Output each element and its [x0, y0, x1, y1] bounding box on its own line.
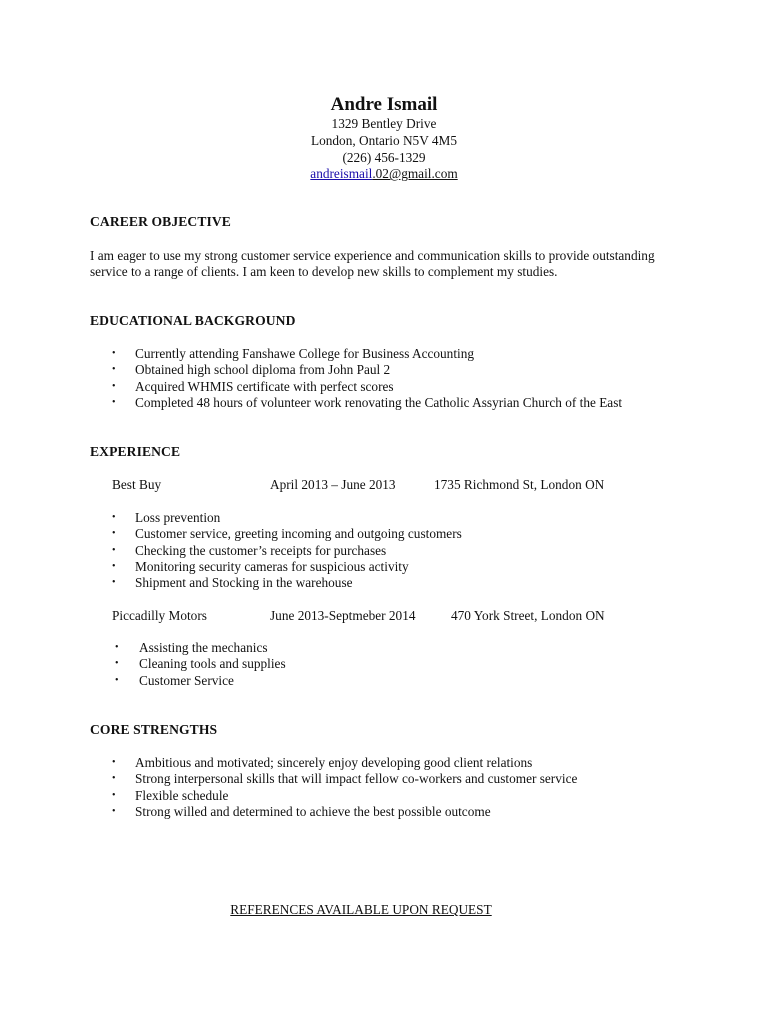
list-item-text: Completed 48 hours of volunteer work renovating the Catholic Assyrian Church of the East	[135, 394, 623, 410]
list-item-text: Ambitious and motivated; sincerely enjoy developing good client relations	[135, 755, 533, 770]
bullet-icon: •	[115, 642, 119, 653]
career-objective-heading: CAREER OBJECTIVE	[90, 214, 231, 229]
bullet-icon: •	[115, 674, 119, 686]
bullet-icon: •	[112, 805, 116, 817]
list-item	[90, 510, 462, 526]
list-item	[90, 656, 286, 672]
bullet-icon: •	[112, 528, 116, 540]
list-item	[90, 673, 286, 689]
job-location: 470 York Street, London ON	[451, 608, 605, 623]
list-item-text: Cleaning tools and supplies	[139, 656, 286, 672]
list-item-text: Currently attending Fanshawe College for Business Accounting	[135, 346, 475, 361]
list-item	[90, 543, 462, 559]
list-item	[90, 755, 577, 771]
list-item	[90, 804, 577, 820]
list-item-text: Assisting the mechanics	[139, 640, 268, 655]
list-item	[90, 575, 462, 591]
references-note: REFERENCES AVAILABLE UPON REQUEST	[230, 902, 492, 917]
list-item-text: Strong interpersonal skills that will impact fellow co-workers and customer service	[135, 771, 578, 787]
list-item-text: Customer Service	[139, 672, 234, 688]
job-location: 1735 Richmond St, London ON	[434, 477, 605, 492]
job-dates: April 2013 – June 2013	[270, 477, 396, 492]
list-item	[90, 346, 622, 362]
list-item-text: Flexible schedule	[135, 787, 229, 803]
job-employer: Piccadilly Motors	[112, 608, 207, 623]
best-buy-duties-list	[90, 510, 462, 591]
bullet-icon: •	[115, 658, 119, 670]
email-address[interactable]	[0, 166, 768, 183]
address-line-1: 1329 Bentley Drive	[331, 116, 437, 131]
list-item-text: Shipment and Stocking in the warehouse	[135, 575, 353, 591]
list-item-text: Checking the customer’s receipts for purchases	[135, 542, 387, 558]
education-heading: EDUCATIONAL BACKGROUND	[90, 313, 296, 328]
list-item	[90, 379, 622, 395]
email-rest-part[interactable]: .02@gmail.com	[372, 166, 458, 182]
list-item	[90, 771, 577, 787]
career-objective-line: I am eager to use my strong customer service experience and communication skills to provide outstanding	[90, 248, 655, 263]
list-item-text: Acquired WHMIS certificate with perfect scores	[135, 378, 394, 394]
bullet-icon: •	[112, 380, 116, 392]
bullet-icon: •	[112, 396, 116, 408]
phone-number: (226) 456-1329	[342, 149, 426, 165]
bullet-icon: •	[112, 560, 116, 572]
list-item	[90, 559, 462, 575]
bullet-icon: •	[112, 512, 116, 523]
piccadilly-duties-list	[90, 640, 286, 689]
bullet-icon: •	[112, 364, 116, 376]
address-line-2: London, Ontario N5V 4M5	[310, 132, 457, 148]
core-strengths-heading: CORE STRENGTHS	[90, 722, 218, 737]
job-employer: Best Buy	[112, 477, 162, 492]
bullet-icon: •	[112, 348, 116, 359]
list-item-text: Customer service, greeting incoming and outgoing customers	[135, 526, 462, 542]
career-objective-text	[90, 248, 690, 281]
education-list	[90, 346, 622, 411]
candidate-name: Andre Ismail	[330, 94, 438, 115]
job-dates: June 2013-Septmeber 2014	[270, 608, 416, 623]
email-link-part[interactable]: andreismail	[310, 166, 373, 182]
bullet-icon: •	[112, 577, 116, 589]
list-item-text: Obtained high school diploma from John Paul 2	[135, 362, 391, 378]
bullet-icon: •	[112, 773, 116, 785]
experience-heading: EXPERIENCE	[90, 444, 181, 459]
list-item-text: Strong willed and determined to achieve the best possible outcome	[135, 803, 491, 819]
list-item-text: Monitoring security cameras for suspicious activity	[135, 558, 409, 574]
list-item	[90, 395, 622, 411]
list-item	[90, 640, 286, 656]
list-item	[90, 788, 577, 804]
list-item	[90, 362, 622, 378]
career-objective-line: service to a range of clients. I am keen to develop new skills to complement my studies.	[90, 264, 558, 280]
bullet-icon: •	[112, 544, 116, 556]
bullet-icon: •	[112, 757, 116, 768]
list-item-text: Loss prevention	[135, 510, 221, 525]
bullet-icon: •	[112, 789, 116, 801]
list-item	[90, 526, 462, 542]
core-strengths-list	[90, 755, 577, 820]
contact-header	[0, 94, 768, 183]
